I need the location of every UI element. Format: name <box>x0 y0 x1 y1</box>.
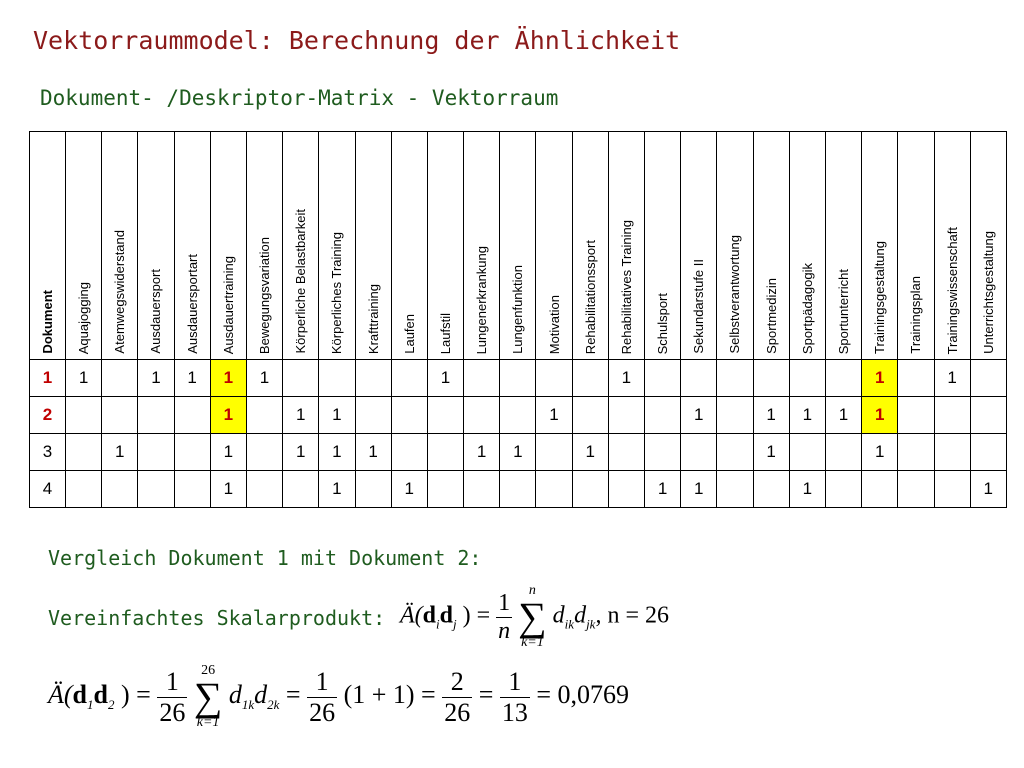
matrix-cell: 1 <box>246 360 282 397</box>
matrix-cell <box>319 360 355 397</box>
matrix-cell <box>246 397 282 434</box>
column-header: Ausdauertraining <box>210 132 246 360</box>
matrix-cell <box>464 360 500 397</box>
matrix-cell <box>102 397 138 434</box>
matrix-cell: 1 <box>427 360 463 397</box>
matrix-cell <box>391 434 427 471</box>
header-dokument: Dokument <box>30 132 66 360</box>
matrix-cell <box>934 397 970 434</box>
matrix-cell <box>825 360 861 397</box>
matrix-cell <box>970 434 1006 471</box>
matrix-cell <box>572 397 608 434</box>
matrix-cell: 1 <box>862 397 898 434</box>
formula1-tail: , n = 26 <box>595 602 669 629</box>
formula-document-1-2: $Ä(d_1d_2$ ) = $\frac{1}{26}$ 26 ∑ k=1 $d_{1k}d_{2k}$ = $\frac{1}{26}$ (1 + 1) = $\frac{2}{26}$ = $\frac{1}{13}$ = 0,0769 <box>48 663 630 730</box>
matrix-cell: 1 <box>355 434 391 471</box>
matrix-cell <box>789 434 825 471</box>
formula2-result: = 0,0769 <box>536 679 630 709</box>
matrix-cell <box>717 434 753 471</box>
matrix-cell: 1 <box>970 471 1006 508</box>
column-header: Trainingsgestaltung <box>862 132 898 360</box>
formula1-lhs: Ä( <box>400 602 423 629</box>
matrix-cell <box>138 434 174 471</box>
matrix-cell: 1 <box>283 434 319 471</box>
matrix-cell <box>138 397 174 434</box>
formula1-equals: ) = <box>462 602 491 629</box>
matrix-cell <box>464 471 500 508</box>
matrix-cell <box>66 471 102 508</box>
formula2-fraction-4: $\frac{1}{13}$ <box>501 666 528 727</box>
matrix-cell <box>717 397 753 434</box>
matrix-cell: 1 <box>862 434 898 471</box>
page-subtitle: Dokument- /Deskriptor-Matrix - Vektorraum <box>40 86 559 110</box>
matrix-cell <box>246 434 282 471</box>
column-header: Bewegungsvariation <box>246 132 282 360</box>
matrix-cell: 1 <box>210 471 246 508</box>
matrix-cell <box>464 397 500 434</box>
matrix-cell: 1 <box>138 360 174 397</box>
matrix-cell: 1 <box>66 360 102 397</box>
matrix-cell: 1 <box>174 360 210 397</box>
matrix-cell: 1 <box>934 360 970 397</box>
matrix-cell <box>898 360 934 397</box>
formula2-fraction-2: $\frac{1}{26}$ <box>309 666 336 727</box>
formula-general: $Ä(d_id_j$ ) = $\frac{1}{n}$ n ∑ k=1 $d_{ik}d_{jk}$, n = 26 <box>400 583 669 650</box>
matrix-cell: 1 <box>645 471 681 508</box>
column-header: Krafttraining <box>355 132 391 360</box>
matrix-cell: 1 <box>210 434 246 471</box>
formula2-fraction-3: $\frac{2}{26}$ <box>444 666 471 727</box>
matrix-cell: 1 <box>283 397 319 434</box>
matrix-cell: 1 <box>391 471 427 508</box>
column-header: Unterrichtsgestaltung <box>970 132 1006 360</box>
table-row <box>30 434 1007 471</box>
matrix-cell: 1 <box>319 471 355 508</box>
column-header: Lungenerkrankung <box>464 132 500 360</box>
column-header: Lungenfunktion <box>500 132 536 360</box>
matrix-cell: 1 <box>862 360 898 397</box>
matrix-cell <box>898 434 934 471</box>
matrix-cell: 1 <box>681 471 717 508</box>
column-header: Sportmedizin <box>753 132 789 360</box>
matrix-cell <box>825 434 861 471</box>
matrix-cell <box>789 360 825 397</box>
matrix-cell <box>174 397 210 434</box>
matrix-cell: 1 <box>825 397 861 434</box>
matrix-cell <box>681 434 717 471</box>
column-header: Selbstverantwortung <box>717 132 753 360</box>
matrix-cell: 1 <box>608 360 644 397</box>
matrix-cell <box>500 397 536 434</box>
matrix-cell: 1 <box>789 471 825 508</box>
matrix-cell <box>391 397 427 434</box>
matrix-cell <box>246 471 282 508</box>
column-header: Sekundarstufe II <box>681 132 717 360</box>
matrix-cell <box>608 471 644 508</box>
matrix-cell <box>355 360 391 397</box>
matrix-cell <box>536 434 572 471</box>
formula1-sub-j: j <box>453 616 457 632</box>
matrix-cell <box>102 360 138 397</box>
matrix-cell <box>825 471 861 508</box>
matrix-cell <box>572 471 608 508</box>
document-id-cell: 3 <box>30 434 66 471</box>
matrix-cell <box>681 360 717 397</box>
matrix-cell <box>970 360 1006 397</box>
matrix-cell <box>283 471 319 508</box>
matrix-cell: 1 <box>102 434 138 471</box>
matrix-cell: 1 <box>210 360 246 397</box>
formula1-sum: n ∑ k=1 <box>518 583 547 650</box>
matrix-cell <box>717 360 753 397</box>
matrix-cell <box>391 360 427 397</box>
column-header: Ausdauersportart <box>174 132 210 360</box>
matrix-cell: 1 <box>789 397 825 434</box>
column-header: Sportpädagogik <box>789 132 825 360</box>
column-header: Schulsport <box>645 132 681 360</box>
matrix-cell <box>355 471 391 508</box>
matrix-cell <box>862 471 898 508</box>
matrix-cell <box>645 434 681 471</box>
matrix-cell <box>934 471 970 508</box>
matrix-cell <box>898 397 934 434</box>
table-row <box>30 397 1007 434</box>
matrix-cell: 1 <box>319 434 355 471</box>
matrix-cell <box>717 471 753 508</box>
matrix-cell: 1 <box>681 397 717 434</box>
matrix-cell <box>138 471 174 508</box>
document-descriptor-matrix <box>29 131 1007 508</box>
matrix-cell <box>572 360 608 397</box>
matrix-cell <box>174 434 210 471</box>
matrix-cell <box>427 434 463 471</box>
table-row <box>30 471 1007 508</box>
matrix-cell <box>898 471 934 508</box>
matrix-cell: 1 <box>536 397 572 434</box>
matrix-cell <box>608 397 644 434</box>
matrix-cell <box>102 471 138 508</box>
column-header: Trainingswissenschaft <box>934 132 970 360</box>
matrix-cell <box>536 360 572 397</box>
column-header: Atemwegswiderstand <box>102 132 138 360</box>
table-row <box>30 360 1007 397</box>
column-header: Trainingsplan <box>898 132 934 360</box>
matrix-cell <box>934 434 970 471</box>
matrix-cell: 1 <box>753 434 789 471</box>
formula1-term-d: d <box>552 602 565 629</box>
compare-label: Vergleich Dokument 1 mit Dokument 2: <box>48 546 482 570</box>
column-header: Sportunterricht <box>825 132 861 360</box>
matrix-cell <box>174 471 210 508</box>
column-header: Laufstil <box>427 132 463 360</box>
column-header: Laufen <box>391 132 427 360</box>
column-header: Motivation <box>536 132 572 360</box>
formula1-fraction: $\frac{1}{n}$ <box>498 589 511 644</box>
matrix-cell <box>608 434 644 471</box>
matrix-cell: 1 <box>319 397 355 434</box>
document-id-cell: 2 <box>30 397 66 434</box>
matrix-cell <box>427 397 463 434</box>
matrix-cell <box>645 360 681 397</box>
column-header: Körperliches Training <box>319 132 355 360</box>
matrix-cell: 1 <box>500 434 536 471</box>
matrix-cell: 1 <box>753 397 789 434</box>
matrix-cell <box>66 397 102 434</box>
scalar-product-label: Vereinfachtes Skalarprodukt: <box>48 606 386 630</box>
matrix-cell: 1 <box>464 434 500 471</box>
matrix-cell <box>536 471 572 508</box>
formula2-fraction-1: $\frac{1}{26}$ <box>159 666 186 727</box>
matrix-cell: 1 <box>210 397 246 434</box>
formula1-sub-i: i <box>436 616 440 632</box>
formula1-d-i: d <box>422 602 437 629</box>
matrix-cell <box>427 471 463 508</box>
page-title: Vektorraummodel: Berechnung der Ähnlichkeit <box>33 26 681 55</box>
column-header: Körperliche Belastbarkeit <box>283 132 319 360</box>
matrix-cell <box>355 397 391 434</box>
matrix-cell <box>645 397 681 434</box>
matrix-cell <box>283 360 319 397</box>
column-header: Ausdauersport <box>138 132 174 360</box>
formula1-d-j: d <box>439 602 453 629</box>
matrix-cell <box>970 397 1006 434</box>
matrix-cell <box>500 471 536 508</box>
column-header: Aquajogging <box>66 132 102 360</box>
matrix-cell <box>66 434 102 471</box>
matrix-cell <box>753 471 789 508</box>
document-id-cell: 1 <box>30 360 66 397</box>
document-id-cell: 4 <box>30 471 66 508</box>
column-header: Rehabilitationssport <box>572 132 608 360</box>
matrix-cell: 1 <box>572 434 608 471</box>
matrix-cell <box>753 360 789 397</box>
matrix-cell <box>500 360 536 397</box>
formula2-sum: 26 ∑ k=1 <box>193 663 223 730</box>
column-header: Rehabilitatives Training <box>608 132 644 360</box>
